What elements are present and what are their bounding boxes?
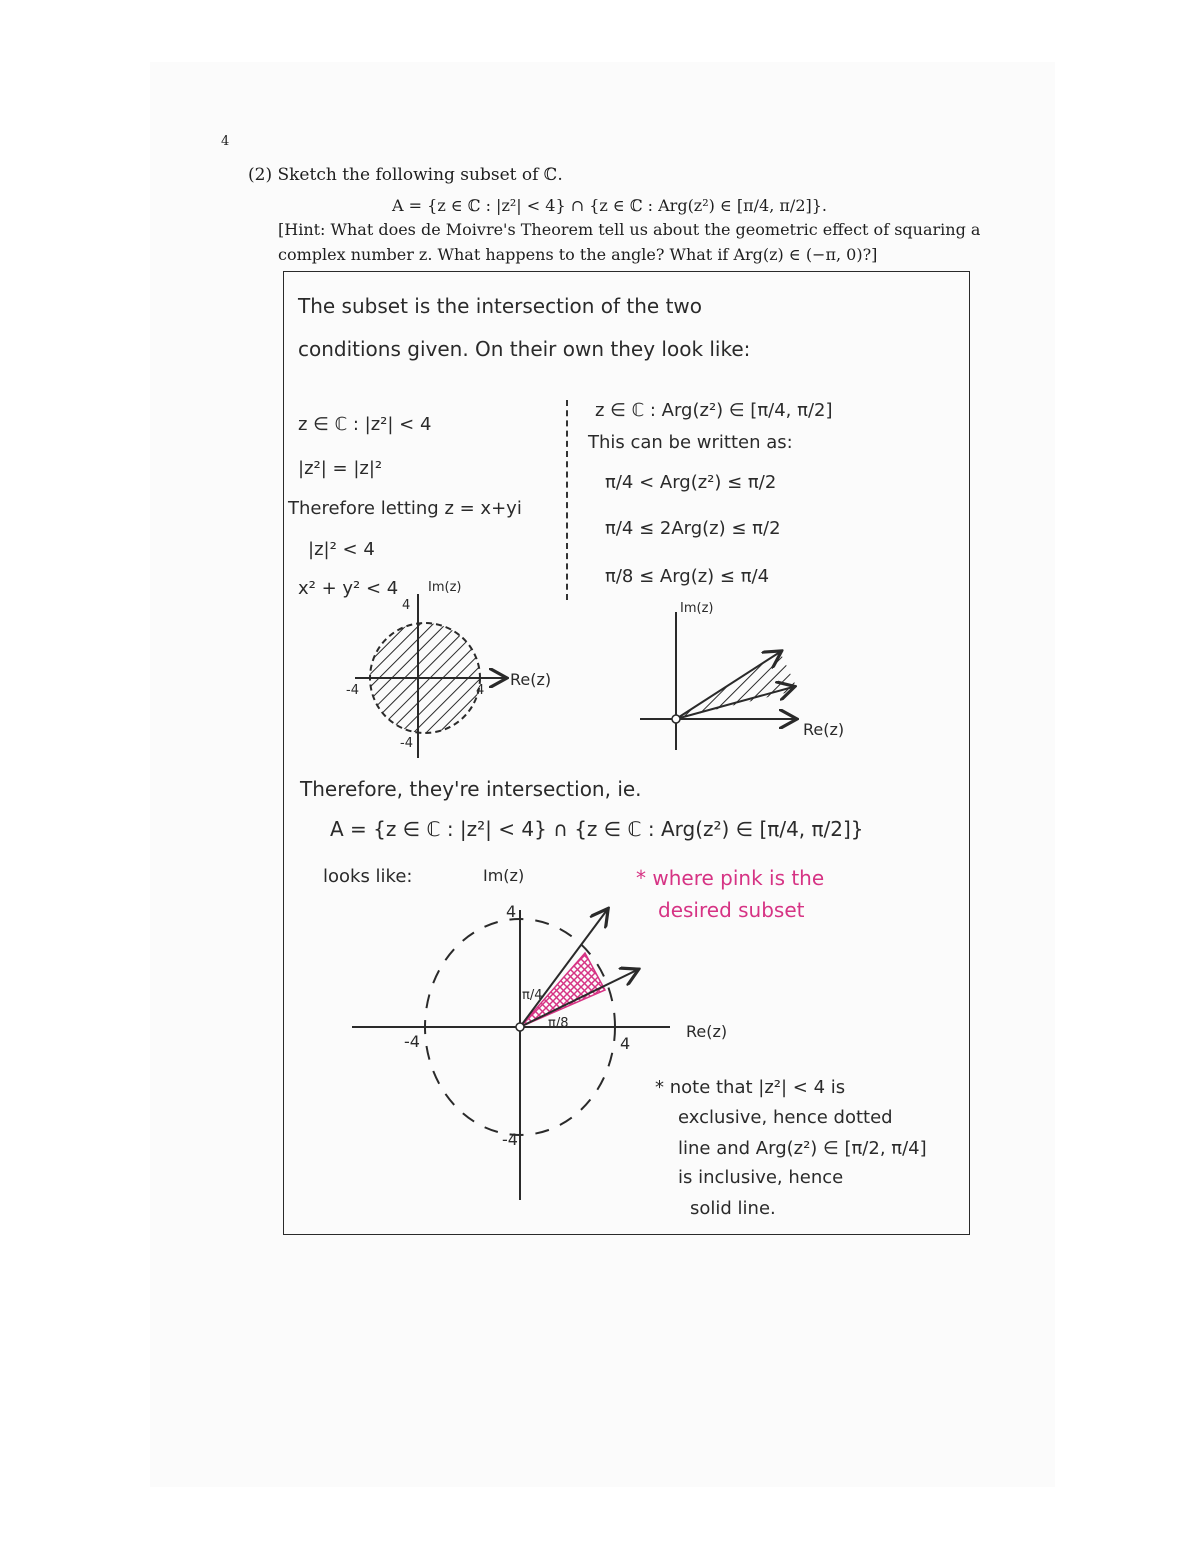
right-condition: z ∈ ℂ : Arg(z²) ∈ [π/4, π/2] bbox=[595, 400, 833, 421]
disk-im-label: Im(z) bbox=[428, 580, 462, 595]
question-statement: (2) Sketch the following subset of ℂ. bbox=[248, 165, 563, 185]
disk-right-tick: 4 bbox=[476, 683, 485, 698]
disk-bottom-tick: -4 bbox=[400, 736, 413, 751]
hint-line-1: [Hint: What does de Moivre's Theorem tell us about the geometric effect of squaring a bbox=[278, 220, 981, 239]
disk-graph bbox=[355, 594, 505, 758]
right-step-1: This can be written as: bbox=[588, 432, 793, 453]
intro-line-2: conditions given. On their own they look like: bbox=[298, 337, 751, 361]
disk-re-label: Re(z) bbox=[510, 670, 552, 689]
disk-top-tick: 4 bbox=[402, 598, 411, 613]
note-line-3: line and Arg(z²) ∈ [π/2, π/4] bbox=[678, 1138, 927, 1159]
left-step-2: Therefore letting z = x+yi bbox=[288, 498, 522, 519]
final-im-label: Im(z) bbox=[483, 866, 525, 885]
left-step-3: |z|² < 4 bbox=[308, 539, 375, 560]
pink-note-line-2: desired subset bbox=[658, 898, 805, 922]
note-line-4: is inclusive, hence bbox=[678, 1167, 844, 1188]
sector-graph bbox=[640, 612, 798, 750]
final-re-label: Re(z) bbox=[686, 1022, 728, 1041]
conclusion-line-1: Therefore, they're intersection, ie. bbox=[300, 777, 642, 801]
final-left-tick: -4 bbox=[404, 1032, 420, 1051]
right-step-3: π/4 ≤ 2Arg(z) ≤ π/2 bbox=[605, 518, 781, 539]
left-step-1: |z²| = |z|² bbox=[298, 458, 383, 479]
sector-re-label: Re(z) bbox=[803, 720, 845, 739]
hint-line-2: complex number z. What happens to the angle? What if Arg(z) ∈ (−π, 0)?] bbox=[278, 245, 878, 264]
left-condition: z ∈ ℂ : |z²| < 4 bbox=[298, 414, 432, 435]
page-number: 4 bbox=[221, 134, 230, 149]
disk-left-tick: -4 bbox=[346, 683, 359, 698]
final-top-tick: 4 bbox=[506, 902, 517, 921]
looks-like-label: looks like: bbox=[323, 866, 413, 887]
angle-upper-label: π/4 bbox=[522, 988, 543, 1003]
set-definition: A = {z ∈ ℂ : |z²| < 4} ∩ {z ∈ ℂ : Arg(z²) ∈ [π/4, π/2]}. bbox=[392, 196, 827, 215]
final-graph bbox=[352, 910, 670, 1200]
right-step-4: π/8 ≤ Arg(z) ≤ π/4 bbox=[605, 566, 770, 587]
right-step-2: π/4 < Arg(z²) ≤ π/2 bbox=[605, 472, 777, 493]
sector-im-label: Im(z) bbox=[680, 601, 714, 616]
note-line-1: * note that |z²| < 4 is bbox=[655, 1077, 846, 1098]
sector-origin bbox=[672, 715, 680, 723]
note-line-5: solid line. bbox=[690, 1198, 776, 1219]
angle-lower-label: π/8 bbox=[548, 1016, 569, 1031]
note-line-2: exclusive, hence dotted bbox=[678, 1107, 893, 1128]
left-step-4: x² + y² < 4 bbox=[298, 578, 399, 599]
conclusion-line-2: A = {z ∈ ℂ : |z²| < 4} ∩ {z ∈ ℂ : Arg(z²) ∈ [π/4, π/2]} bbox=[330, 817, 864, 841]
intro-line-1: The subset is the intersection of the two bbox=[298, 294, 703, 318]
final-origin bbox=[516, 1023, 524, 1031]
final-right-tick: 4 bbox=[620, 1034, 631, 1053]
sector-region bbox=[676, 652, 798, 719]
final-bottom-tick: -4 bbox=[502, 1130, 518, 1149]
pink-note-line-1: * where pink is the bbox=[636, 866, 825, 890]
